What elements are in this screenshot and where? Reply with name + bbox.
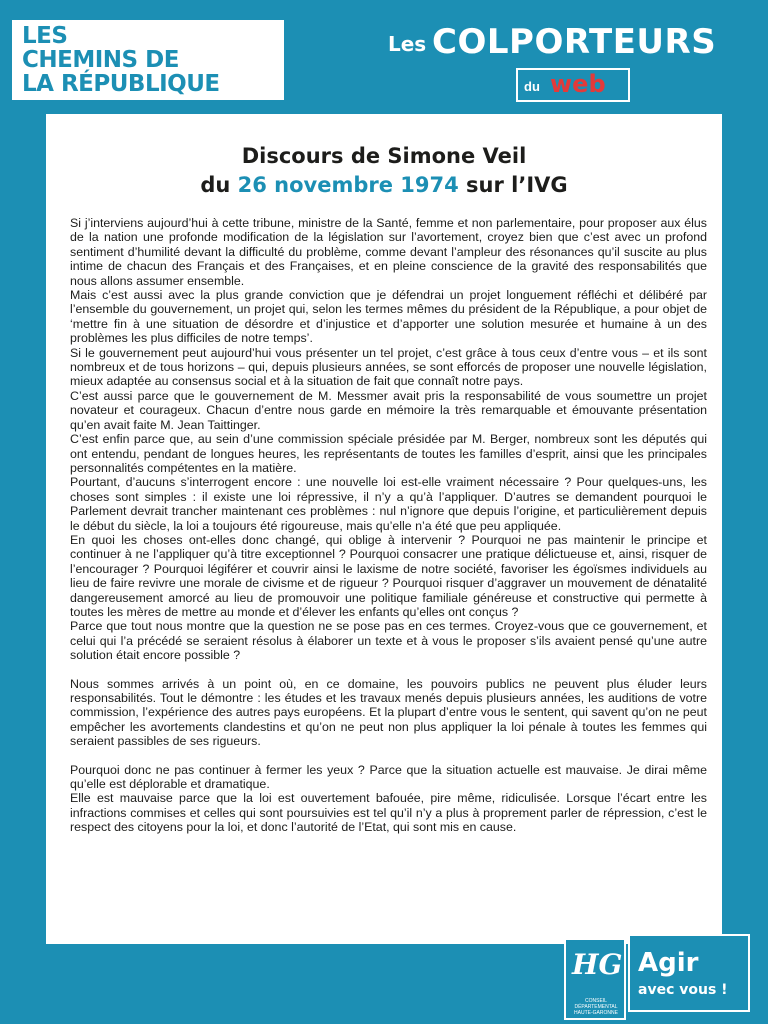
colporteurs-les: Les (388, 32, 427, 56)
hg-label: HG (572, 948, 623, 981)
title-line-1: Discours de Simone Veil (241, 144, 527, 168)
paragraph: Nous sommes arrivés à un point où, en ce domaine, les pouvoirs publics ne peuvent plus éluder leurs responsabilités. Tout le démontre : les études et les travaux menés depuis plusieurs années, les auditions de votre commission, l’expérience des autres pays européens. Et la plupart d’entre vous le sentent, qui savent qu’on ne peut empêcher les avortements clandestins et qu’on ne peut non plus appliquer la loi pénale à toutes les femmes qui seraient passibles de ses rigueurs. (70, 676, 707, 749)
title-line-2 (46, 171, 722, 200)
agir-badge (628, 934, 750, 1012)
paragraph: Elle est mauvaise parce que la loi est ouvertement bafouée, pire même, ridiculisée. Lorsque l’écart entre les infractions commises et celles qui sont poursuivies est tel qu’il n’y a plus à proprement parler de répression, c’est le respect des citoyens pour la loi, et donc l’autorité de l’Etat, qui sont mis en cause. (70, 791, 707, 835)
paragraph: Si le gouvernement peut aujourd’hui vous présenter un tel projet, c’est grâce à tous ceux d’entre vous – et ils sont nombreux et de tous horizons – qui, depuis plusieurs années, se sont efforcés de proposer une nouvelle législation, mieux adaptée au consensus social et à la situation de fait que connaît notre pays. (70, 345, 707, 389)
document-title (46, 142, 722, 200)
paragraph: Mais c’est aussi avec la plus grande conviction que je défendrai un projet longuement réfléchi et délibéré par l’ensemble du gouvernement, un projet qui, selon les termes mêmes du président de la République, a pour objet de ‘mettre fin à une situation de désordre et d’injustice et d’apporter une solution mesurée et humaine à un des problèmes les plus difficiles de notre temps’. (70, 288, 707, 346)
colporteurs-name: COLPORTEURS (432, 22, 717, 62)
speech-body (70, 216, 707, 835)
du-label: du (524, 79, 540, 94)
hg-logo (564, 938, 626, 1020)
paragraph: Pourtant, d’aucuns s’interrogent encore : une nouvelle loi est-elle vraiment nécessaire ? Pour quelques-uns, les choses sont simples : il existe une loi répressive, il n’y a qu’à l’appliquer. D’autres se demandent pourquoi le Parlement devrait trancher maintenant ces problèmes : nul n’ignore que depuis l’origine, et particulièrement depuis le début du siècle, la loi a toujours été rigoureuse, mais qu’elle n’a été que peu appliquée. (70, 475, 707, 533)
footer-logos (564, 928, 760, 1020)
logo-line-3: LA RÉPUBLIQUE (22, 71, 220, 97)
paragraph: Si j’interviens aujourd’hui à cette tribune, ministre de la Santé, femme et non parlementaire, pour proposer aux élus de la nation une profonde modification de la législation sur l’avortement, croyez bien que c’est avec un profond sentiment d’humilité devant la difficulté du problème, comme devant l’ampleur des résonances qu’il suscite au plus intime de chacun des Français et des Françaises, et en pleine conscience de la gravité des responsabilités que nous allons assumer ensemble. (70, 216, 707, 288)
paragraph: C’est aussi parce que le gouvernement de M. Messmer avait pris la responsabilité de vous soumettre un projet novateur et courageux. Chacun d’entre nous garde en mémoire la très remarquable et émouvante présentation qu’en avait faite M. Jean Taittinger. (70, 388, 707, 432)
paragraph: En quoi les choses ont-elles donc changé, qui oblige à intervenir ? Pourquoi ne pas maintenir le principe et continuer à ne l’appliquer qu’à titre exceptionnel ? Pourquoi consacrer une pratique délictueuse et, ainsi, risquer de l’encourager ? Pourquoi légiférer et couvrir ainsi le laxisme de notre société, favoriser les égoïsmes individuels au lieu de faire revivre une morale de civisme et de rigueur ? Pourquoi risquer d’aggraver un mouvement de dénatalité dangereusement amorcé au lieu de promouvoir une politique familiale généreuse et constructive qui permette à toutes les mères de mettre au monde et d’élever les enfants qu’elles ont conçus ? (70, 532, 707, 619)
avec-vous-label: avec vous ! (638, 982, 728, 998)
paragraph: C’est enfin parce que, au sein d’une commission spéciale présidée par M. Berger, nombreux sont les députés qui ont entendu, pendant de longues heures, les représentants de toutes les familles d’esprit, ainsi que les principales personnalités compétentes en la matière. (70, 432, 707, 475)
logo-line-1: LES (22, 23, 68, 49)
agir-label: Agir (638, 948, 699, 978)
paragraph: Pourquoi donc ne pas continuer à fermer les yeux ? Parce que la situation actuelle est mauvaise. Je dirai même qu’elle est déplorable et dramatique. (70, 762, 707, 792)
paragraph: Parce que tout nous montre que la question ne se pose pas en ces termes. Croyez-vous que ce gouvernement, et celui qui l’a précédé se seraient résolus à élaborer un texte et à vous le proposer s’ils avaient pensé qu’une autre solution était encore possible ? (70, 619, 707, 663)
title-date: 26 novembre 1974 (237, 173, 459, 197)
web-label: web (550, 70, 606, 98)
hg-sub-label: CONSEIL DÉPARTEMENTAL HAUTE-GARONNE (574, 998, 618, 1016)
document-page (46, 114, 722, 944)
les-chemins-logo (12, 20, 284, 100)
title-prefix: du (200, 173, 238, 197)
du-web-box (516, 68, 630, 102)
logo-line-2: CHEMINS DE (22, 47, 179, 73)
title-suffix: sur l’IVG (458, 173, 568, 197)
